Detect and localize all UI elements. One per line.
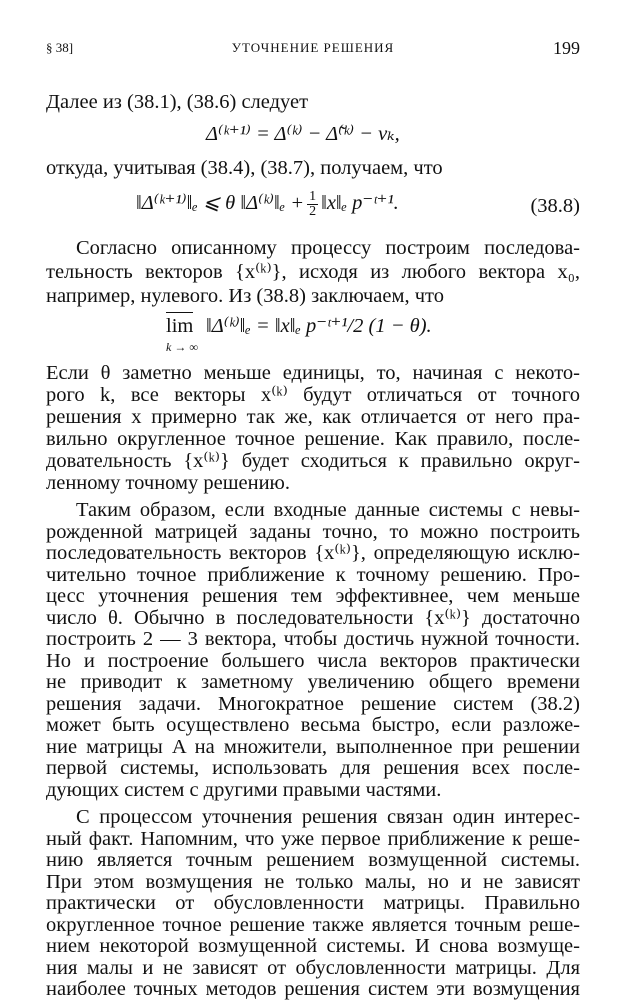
fraction-numerator: 1 [309,189,317,204]
page-number: 199 [553,38,580,58]
fraction-denominator: 2 [309,204,317,219]
paragraph-4-line: ный факт. Напомним, что уже первое приближение к реше- [46,827,580,850]
paragraph-2-line: ленному точному решению. [46,472,290,494]
paragraph-2-line: рого k, все векторы x⁽ᵏ⁾ будут отличаться от точного [46,384,580,406]
paragraph-3-line: Но и построение большего числа векторов практически [46,649,580,672]
formula-delta-recurrence: Δ⁽ᵏ⁺¹⁾ = Δ⁽ᵏ⁾ − Δ̃⁽ᵏ⁾ − νₖ, [206,123,400,145]
paragraph-2-line: вильно округленное точное решение. Как правило, после- [46,428,580,450]
paragraph-4-line: практически от обусловленности матрицы. Правильно [46,892,580,914]
limit-word: lim [166,312,193,338]
paragraph-4-line: наиболее точных методов решения систем эти возмущения [46,978,580,1000]
paragraph-1-line: например, нулевого. Из (38.8) заключаем, что [46,285,444,307]
paragraph-4-line: С процессом уточнения решения связан один интерес- [76,806,580,828]
formula-38-8-right: ‖x‖ₑ p⁻ᵗ⁺¹. [321,192,399,215]
section-marker: § 38] [46,40,74,55]
paragraph-3-line: чительно точное приближение к точному решению. Про- [46,563,580,586]
paragraph-2-line: решения x примерно так же, как отличается от него пра- [46,406,580,428]
paragraph-3-line: рожденной матрицей заданы точно, то можно построить [46,520,580,543]
running-title: УТОЧНЕНИЕ РЕШЕНИЯ [231,40,395,55]
limit-subscript: k → ∞ [166,340,198,354]
paragraph-1-line: Согласно описанному процессу построим последова- [76,237,580,259]
formula-38-8-left: ‖Δ⁽ᵏ⁺¹⁾‖ₑ ⩽ θ ‖Δ⁽ᵏ⁾‖ₑ + [136,192,305,215]
paragraph-4-line: нию является точным решением возмущенной системы. [46,849,580,871]
paragraph-3-line: не приводит к заметному увеличению общего времени [46,671,580,693]
paragraph-3-line: Таким образом, если входные данные системы с невы- [76,499,580,521]
paragraph-3-line: последовательность векторов {x⁽ᵏ⁾}, определяющую исклю- [46,542,580,564]
derivation-line: откуда, учитывая (38.4), (38.7), получаем, что [46,157,443,179]
paragraph-1-line: тельность векторов {x⁽ᵏ⁾}, исходя из любого вектора x₀, [46,261,580,283]
paragraph-4-line: При этом возмущения не только малы, но и не зависят [46,870,580,893]
intro-line: Далее из (38.1), (38.6) следует [46,91,309,113]
paragraph-3-line: ние матрицы A на множители, выполненное при решении [46,735,580,758]
paragraph-4-line: ния малы и не зависят от обусловленности матрицы. Для [46,956,580,979]
paragraph-3-line: цесс уточнения решения тем эффективнее, чем меньше [46,585,580,607]
paragraph-2-line: довательность {x⁽ᵏ⁾} будет сходиться к правильно округ- [46,450,580,472]
paragraph-4-line: округленное точное решение также является точным реше- [46,913,580,936]
paragraph-3-line: построить 2 — 3 вектора, чтобы достичь нужной точности. [46,628,580,650]
page-header [46,38,580,60]
paragraph-3-line: дующих систем с другими правыми частями. [46,778,442,801]
paragraph-3-line: число θ. Обычно в последовательности {x⁽ᵏ⁾} достаточно [46,606,580,629]
paragraph-2-line: Если θ заметно меньше единицы, то, начиная с некото- [46,362,580,384]
paragraph-3-line: первой системы, использовать для решения всех после- [46,757,580,779]
formula-limit-expression: ‖Δ⁽ᵏ⁾‖ₑ = ‖x‖ₑ p⁻ᵗ⁺¹/2 (1 − θ). [206,315,432,337]
paragraph-4-line: нием некоторой возмущенной системы. И снова возмуще- [46,935,580,957]
equation-number-38-8: (38.8) [530,195,580,217]
paragraph-3-line: решения задачи. Многократное решение систем (38.2) [46,692,580,715]
formula-38-8 [136,190,399,219]
fraction-one-half [307,190,318,219]
paragraph-3-line: может быть осуществлено весьма быстро, если разложе- [46,714,580,736]
